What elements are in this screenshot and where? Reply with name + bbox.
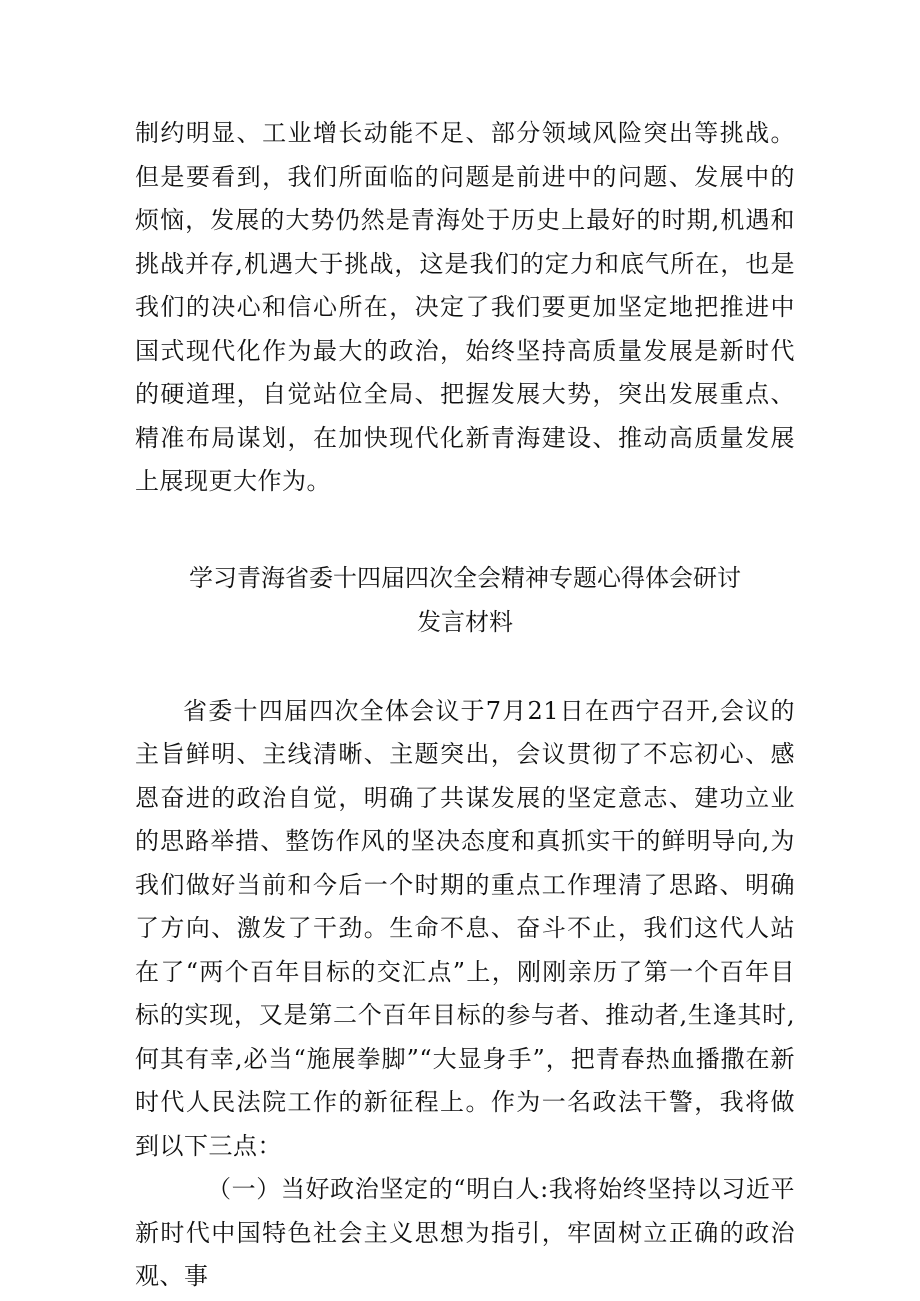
paragraph-point-one: （一）当好政治坚定的“明白人:我将始终坚持以习近平新时代中国特色社会主义思想为指引，牢固树立正确的政治观、事 bbox=[135, 1175, 795, 1290]
spacer bbox=[135, 504, 795, 556]
paragraph-continued: 制约明显、工业增长动能不足、部分领域风险突出等挑战。但是要看到，我们所面临的问题是前进中的问题、发展中的烦恼，发展的大势仍然是青海处于历史上最好的时期,机遇和挑战并存,机遇大于挑战，这是我们的定力和底气所在，也是我们的决心和信心所在，决定了我们要更加坚定地把推进中国式现代化作为最大的政治，始终坚持高质量发展是新时代的硬道理，自觉站位全局、把握发展大势，突出发展重点、精准布局谋划，在加快现代化新青海建设、推动高质量发展上展现更大作为。 bbox=[135, 119, 795, 495]
spacer bbox=[135, 644, 795, 690]
section-title-line-1: 学习青海省委十四届四次全会精神专题心得体会研讨 bbox=[189, 563, 741, 592]
document-body bbox=[135, 112, 795, 1299]
section-title-line-2: 发言材料 bbox=[417, 607, 513, 636]
paragraph-intro: 省委十四届四次全体会议于7月21日在西宁召开,会议的主旨鲜明、主线清晰、主题突出，会议贯彻了不忘初心、感恩奋进的政治自觉，明确了共谋发展的坚定意志、建功立业的思路举措、整饬作风的坚决态度和真抓实干的鲜明导向,为我们做好当前和今后一个时期的重点工作理清了思路、明确了方向、激发了干劲。生命不息、奋斗不止，我们这代人站在了“两个百年目标的交汇点”上，刚刚亲历了第一个百年目标的实现，又是第二个百年目标的参与者、推动者,生逢其时,何其有幸,必当“施展拳脚”“大显身手”，把青春热血播撒在新时代人民法院工作的新征程上。作为一名政法干警，我将做到以下三点： bbox=[135, 696, 795, 1160]
